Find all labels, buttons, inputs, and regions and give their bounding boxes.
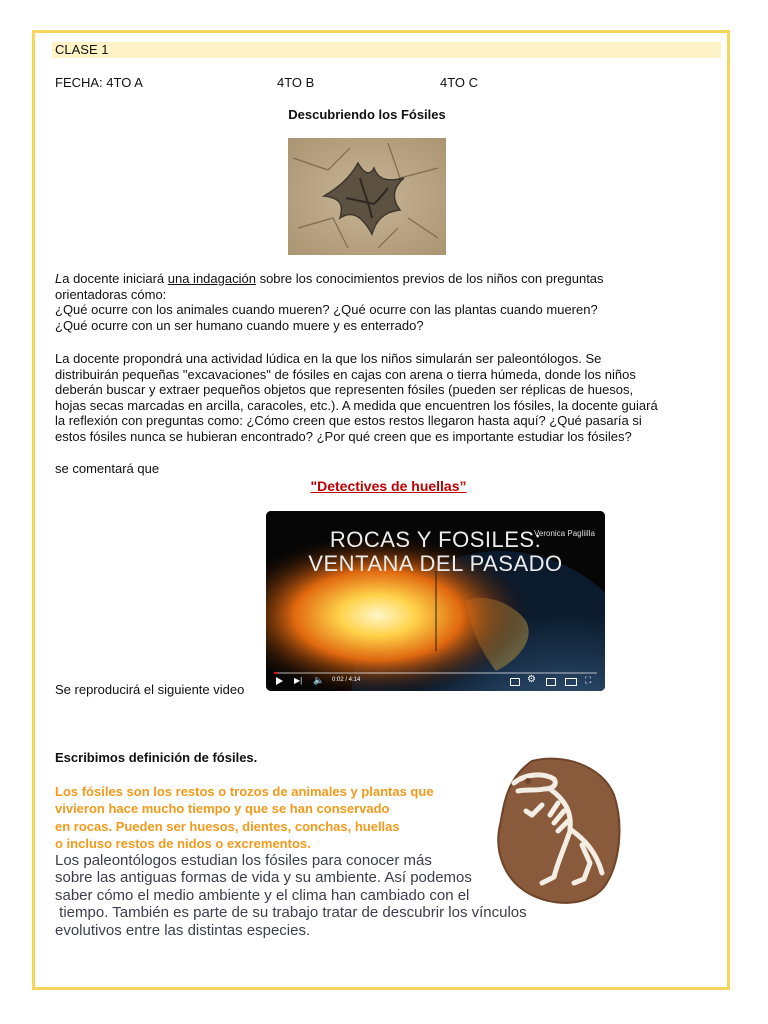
para1-question-2: ¿Qué ocurre con un ser humano cuando muere y es enterrado? — [55, 317, 424, 333]
group-c-label: 4TO C — [440, 75, 479, 90]
theater-icon[interactable] — [565, 678, 577, 686]
orange-line: o incluso restos de nidos o excrementos. — [55, 835, 311, 851]
grey-line: Los paleontólogos estudian los fósiles para conocer más — [55, 852, 432, 869]
video-author: Veronica Pagliilla — [534, 529, 595, 538]
para1-question-1: ¿Qué ocurre con los animales cuando mueren? ¿Qué ocurre con las plantas cuando mueren? — [55, 302, 598, 318]
video-time: 0:02 / 4:14 — [332, 677, 361, 683]
page-title: Descubriendo los Fósiles — [288, 107, 446, 122]
volume-icon[interactable]: 🔈 — [313, 675, 325, 685]
video-title-line-1: ROCAS Y FOSILES: — [329, 527, 542, 552]
next-icon[interactable]: ▶| — [294, 676, 303, 685]
orange-line: vivieron hace mucho tiempo y que se han conservado — [55, 801, 390, 817]
fecha-label: FECHA: 4TO A — [55, 75, 143, 90]
subtitles-icon[interactable] — [510, 678, 520, 686]
video-caption: Se reproducirá el siguiente video — [55, 682, 245, 697]
grey-line: tiempo. También es parte de su trabajo tratar de descubrir los vínculos — [55, 904, 527, 922]
grey-line: saber cómo el medio ambiente y el clima han cambiado con el — [55, 886, 470, 904]
miniplayer-icon[interactable] — [546, 678, 556, 686]
indagacion-link[interactable]: una indagación — [167, 271, 256, 286]
paragraph-actividad: La docente propondrá una actividad lúdica en la que los niños simularán ser paleontólogos. Se distribuirán pequeñas "excavaciones" de fósiles en cajas con arena o tierra húmeda, donde los niños deberán buscar y extraer pequeños objetos que representen fósiles (pueden ser réplicas de huesos, hojas secas marcadas en arcilla, caracoles, etc.). A medida que encuentren los fósiles, la docente guiará la reflexión con preguntas como: ¿Cómo creen que estos restos llegaron hasta aquí? ¿Qué pasaría si estos fósiles nunca se hubieran encontrado? ¿Por qué creen que es importante estudiar los fósiles? — [55, 351, 658, 444]
para1-text-start: a docente iniciará — [62, 271, 168, 286]
play-icon[interactable] — [276, 677, 283, 685]
orange-line: en rocas. Pueden ser huesos, dientes, conchas, huellas — [55, 818, 400, 834]
section-title-detectives: "Detectives de huellas” — [310, 478, 467, 494]
fossil-footprint-image — [288, 138, 446, 255]
drop-letter: L — [55, 271, 63, 286]
video-title-line-2: VENTANA DEL PASADO — [308, 551, 563, 576]
definition-orange-text — [55, 783, 500, 852]
paragraph-indagacion — [55, 271, 665, 333]
para1-text-end: sobre los conocimientos previos de los niños con preguntas orientadoras cómo: — [55, 271, 604, 302]
definition-title: Escribimos definición de fósiles. — [55, 750, 258, 765]
grey-line: sobre las antiguas formas de vida y su ambiente. Así podemos — [55, 869, 472, 887]
group-b-label: 4TO B — [277, 75, 315, 90]
fullscreen-icon[interactable]: ⛶ — [585, 675, 592, 685]
video-player[interactable] — [266, 511, 605, 691]
video-progress-track[interactable] — [274, 672, 597, 674]
orange-line: Los fósiles son los restos o trozos de animales y plantas que — [55, 784, 434, 799]
class-label: CLASE 1 — [52, 42, 721, 58]
settings-icon[interactable]: ⚙ — [527, 674, 536, 685]
grey-line: evolutivos entre las distintas especies. — [55, 921, 311, 939]
dinosaur-fossil-image — [492, 755, 622, 907]
video-progress-fill — [274, 672, 277, 674]
paragraph-comentara: se comentará que — [55, 461, 160, 476]
